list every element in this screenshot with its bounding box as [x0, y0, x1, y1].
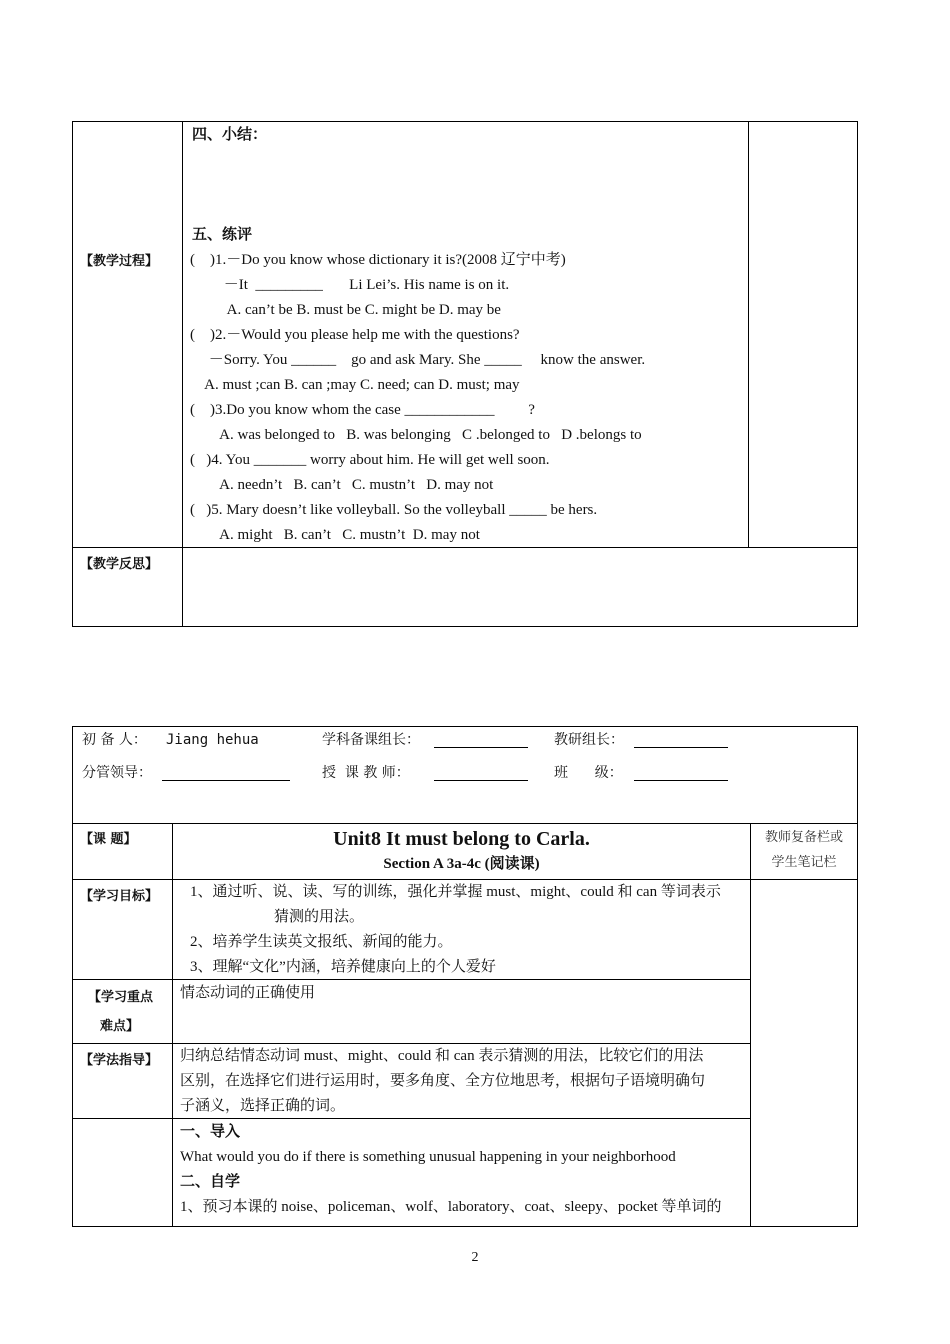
exercise-line: A. can’t be B. must be C. might be D. may be [190, 302, 501, 318]
exercise-line: ( )1.－Do you know whose dictionary it is?(2008 辽宁中考) [190, 252, 566, 268]
method-line: 子涵义，选择正确的词。 [180, 1098, 346, 1114]
exercise-line: A. needn’t B. can’t C. mustn’t D. may not [190, 477, 494, 493]
page-number: 2 [471, 1250, 479, 1265]
exercise-line: A. must ;can B. can ;may C. need; can D. must; may [190, 377, 520, 393]
exercise-line: －Sorry. You ______ go and ask Mary. She _____ know the answer. [190, 352, 646, 368]
self-study-heading: 二、自学 [180, 1174, 241, 1190]
method-line: 归纳总结情态动词 must、might、could 和 can 表示猜测的用法，比较它们的用法 [180, 1048, 704, 1064]
class-blank [634, 766, 728, 781]
intro-heading: 一、导入 [180, 1124, 241, 1140]
goal-line: 3、理解“文化”内涵，培养健康向上的个人爱好 [190, 959, 496, 975]
label-topic: 【课 题】 [80, 832, 137, 847]
method-line: 区别，在选择它们进行运用时，要多角度、全方位地思考，根据句子语境明确句 [180, 1073, 706, 1089]
group-leader-label: 学科备课组长： [322, 732, 420, 748]
lesson-subtitle: Section A 3a-4c (阅读课) [383, 856, 540, 872]
class-label: 班 级： [554, 765, 623, 781]
exercise-line: －It _________ Li Lei’s. His name is on it. [190, 277, 510, 293]
research-leader-label: 教研组长： [554, 732, 624, 748]
notes-column-line: 教师复备栏或 [764, 830, 843, 845]
label-method: 【学法指导】 [80, 1053, 159, 1068]
label-teaching-reflection: 【教学反思】 [80, 557, 159, 572]
teacher-blank [434, 766, 528, 781]
goal-line: 2、培养学生读英文报纸、新闻的能力。 [190, 934, 453, 950]
teacher-label: 授 课 教 师： [322, 765, 410, 781]
exercise-line: A. was belonged to B. was belonging C .belonged to D .belongs to [190, 427, 642, 443]
preparer-name: Jiang hehua [166, 732, 259, 748]
goal-line: 1、通过听、说、读、写的训练，强化并掌握 must、might、could 和 can 等词表示 [190, 884, 721, 900]
intro-text: What would you do if there is something unusual happening in your neighborhood [180, 1149, 676, 1165]
supervisor-label: 分管领导： [82, 765, 152, 781]
label-key-points: 【学习重点 [88, 990, 154, 1005]
label-learning-goals: 【学习目标】 [80, 889, 159, 904]
self-study-text: 1、预习本课的 noise、policeman、wolf、laboratory、coat、sleepy、pocket 等单词的 [180, 1199, 722, 1215]
key-points-text: 情态动词的正确使用 [180, 985, 316, 1001]
label-key-points-2: 难点】 [100, 1019, 140, 1034]
preparer-label: 初 备 人： [82, 732, 147, 748]
practice-heading: 五、练评 [192, 227, 253, 243]
label-teaching-process: 【教学过程】 [80, 254, 159, 269]
exercise-line: A. might B. can’t C. mustn’t D. may not [190, 527, 480, 543]
goal-line: 猜测的用法。 [274, 909, 365, 925]
exercise-line: ( )4. You _______ worry about him. He will get well soon. [190, 452, 550, 468]
group-leader-blank [434, 733, 528, 748]
research-leader-blank [634, 733, 728, 748]
supervisor-blank [162, 766, 290, 781]
exercise-line: ( )3.Do you know whom the case ____________ ? [190, 402, 535, 418]
notes-column-header [751, 825, 857, 875]
exercise-line: ( )2.－Would you please help me with the questions? [190, 327, 520, 343]
lesson-title: Unit8 It must belong to Carla. [333, 828, 590, 850]
notes-column-line: 学生笔记栏 [771, 855, 837, 870]
exercise-line: ( )5. Mary doesn’t like volleyball. So the volleyball _____ be hers. [190, 502, 598, 518]
summary-heading: 四、小结： [192, 127, 268, 143]
